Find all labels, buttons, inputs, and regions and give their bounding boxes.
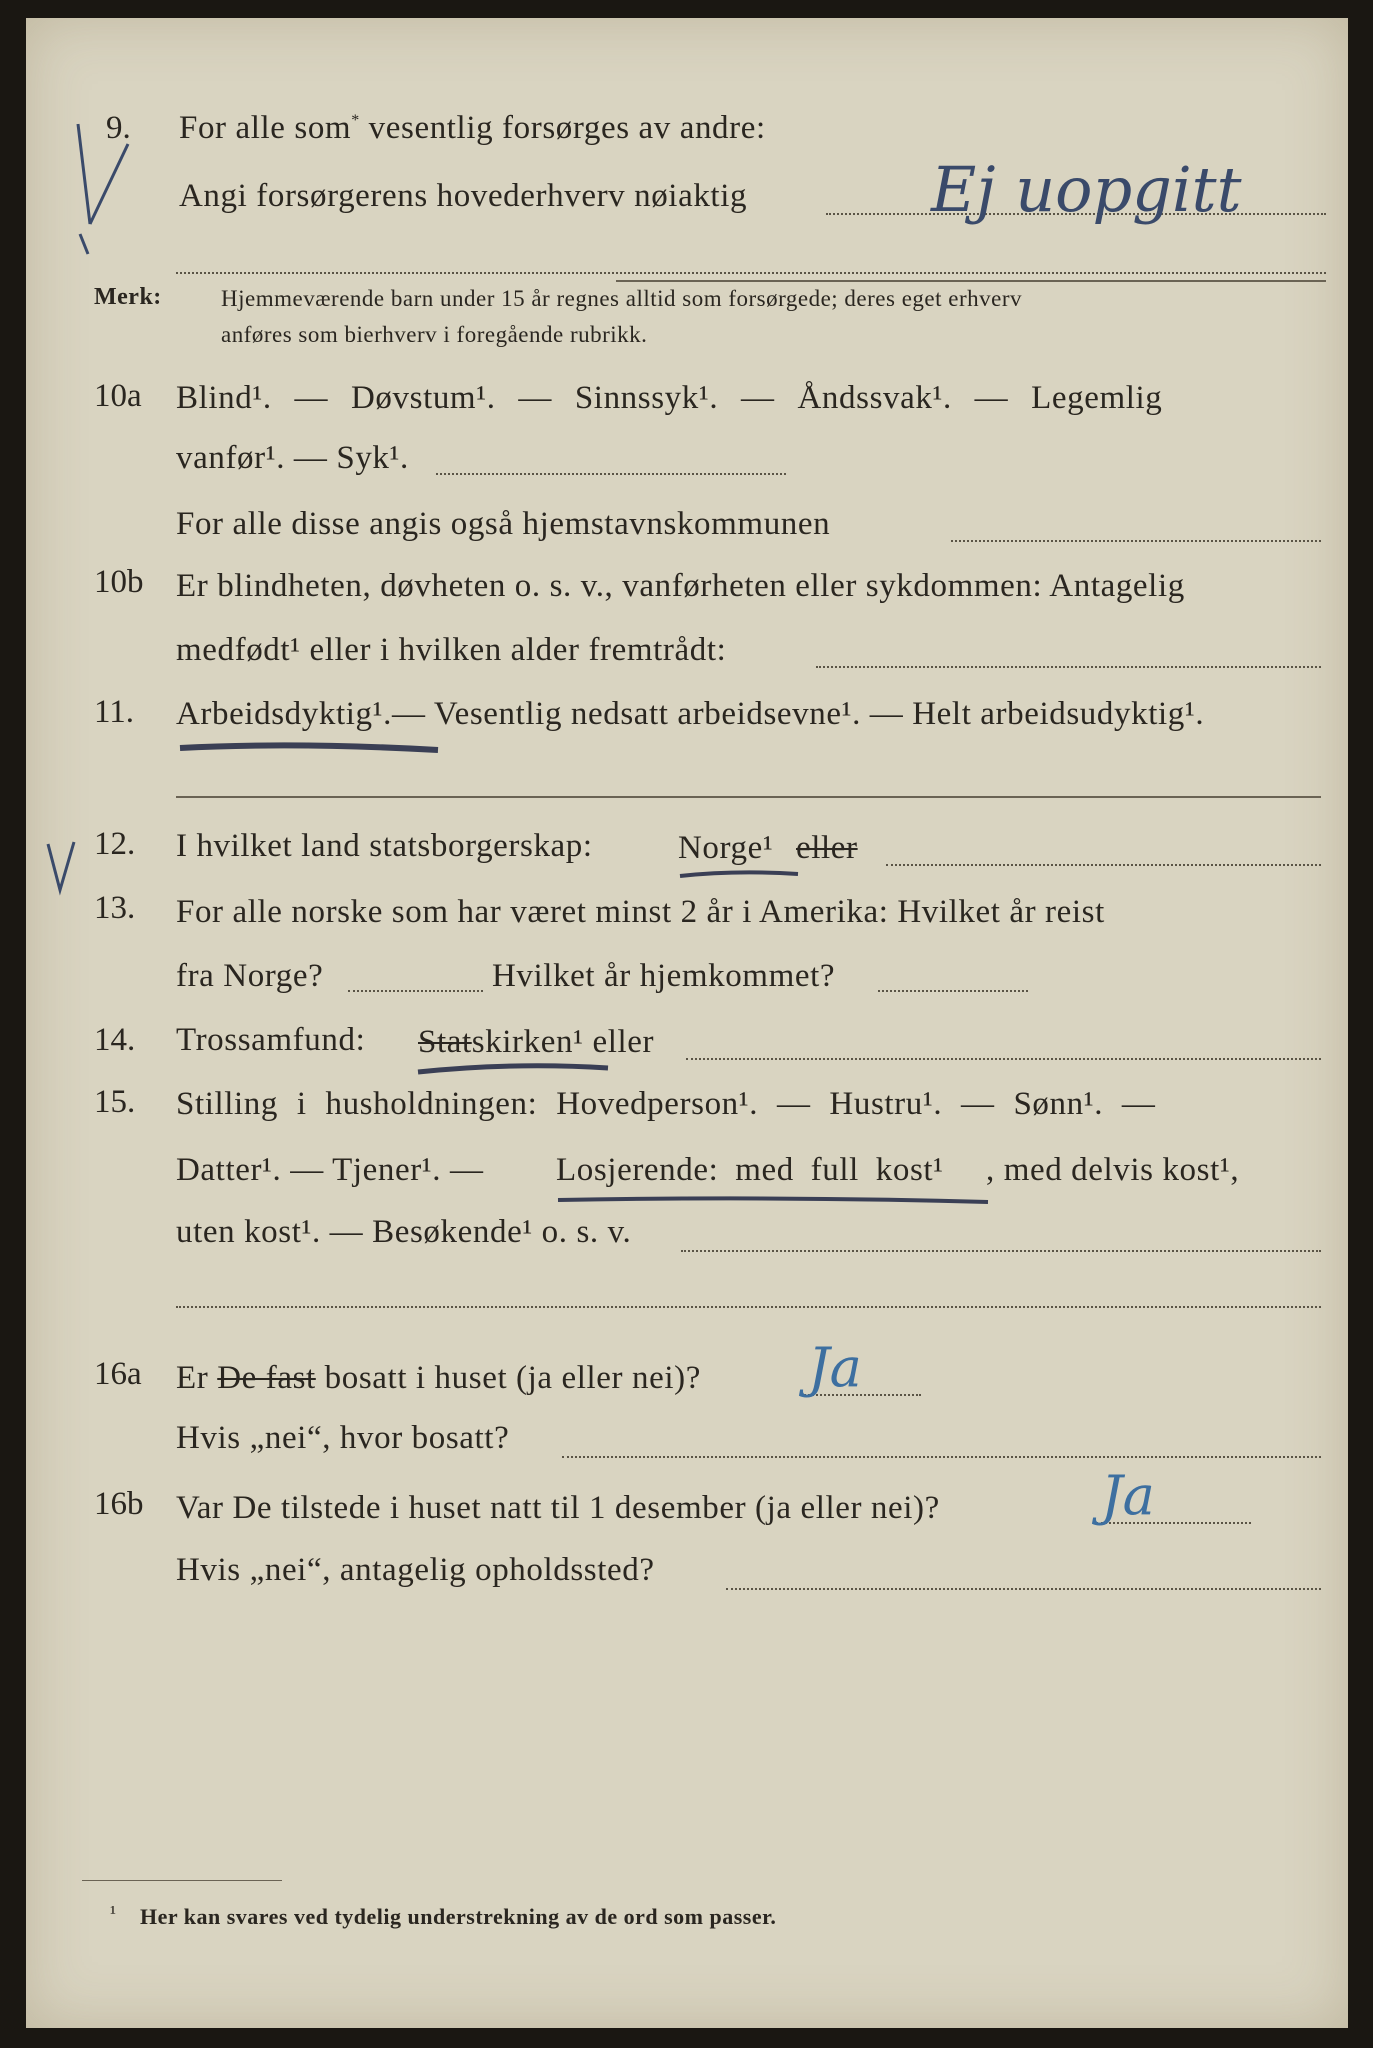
q15-line2c: , med delvis kost¹, (986, 1152, 1240, 1188)
q10b-line2: medfødt¹ eller i hvilken alder fremtrådt: (176, 632, 727, 668)
q12-answer-line (886, 864, 1321, 866)
q16b-opholdssted-line (726, 1588, 1321, 1590)
q16a-line1: Er De fast bosatt i huset (ja eller nei)? (176, 1360, 701, 1396)
q14-pencil-underline (414, 1062, 614, 1078)
q13-reist-line (348, 990, 483, 992)
q13-line2a: fra Norge? (176, 958, 324, 994)
q14-number: 14. (94, 1022, 136, 1058)
q9-line2: Angi forsørgerens hovederhverv nøiaktig (179, 178, 748, 214)
q13-hjemkommet-line (878, 990, 1028, 992)
q16b-line1: Var De tilstede i huset natt til 1 desember (ja eller nei)? (176, 1490, 940, 1526)
q16a-number: 16a (94, 1356, 142, 1392)
q13-number: 13. (94, 890, 136, 926)
q9-divider (616, 280, 1326, 282)
q10a-syk-line (436, 473, 786, 475)
q10a-line1: Blind¹. — Døvstum¹. — Sinnssyk¹. — Åndssvak¹. — Legemlig (176, 380, 1163, 416)
q16a-handwritten-answer: Ja (808, 1336, 862, 1399)
q10a-hjemstavn-line (951, 540, 1321, 542)
q10b-line1: Er blindheten, døvheten o. s. v., vanførheten eller sykdommen: Antagelig (176, 568, 1185, 604)
q10a-line2: vanfør¹. — Syk¹. (176, 440, 409, 476)
q12-pencil-underline (676, 868, 806, 882)
q10b-alder-line (816, 666, 1321, 668)
q12-norge-option: Norge¹ (678, 830, 774, 866)
q11-pencil-underline (176, 738, 446, 758)
q15-answer-line (681, 1250, 1321, 1252)
pencil-tick-mark-icon (44, 838, 84, 898)
q15-losjerende-option: Losjerende: med full kost¹ (556, 1152, 944, 1188)
footnote-mark: ¹ (110, 1902, 117, 1924)
q12-eller-struck: eller (796, 830, 858, 866)
q14-answer-line (686, 1058, 1321, 1060)
q11-number: 11. (94, 694, 135, 730)
q14-statskirken-option: Statskirken¹ eller (418, 1024, 655, 1060)
q12-label: I hvilket land statsborgerskap: (176, 828, 593, 864)
q16b-line2: Hvis „nei“, antagelig opholdssted? (176, 1552, 655, 1588)
q9-number: 9. (106, 110, 131, 146)
footnote-divider (82, 1880, 282, 1881)
q9-line1: For alle som* vesentlig forsørges av andre: (179, 110, 766, 146)
q15-pencil-underline (554, 1194, 994, 1208)
q15-line1: Stilling i husholdningen: Hovedperson¹. — Hustru¹. — Sønn¹. — (176, 1086, 1156, 1122)
q15-line2a: Datter¹. — Tjener¹. — (176, 1152, 484, 1188)
census-form-page (26, 18, 1348, 2028)
q13-line1: For alle norske som har været minst 2 år i Amerika: Hvilket år reist (176, 894, 1105, 930)
q10a-line3: For alle disse angis også hjemstavnskommunen (176, 506, 831, 542)
q14-label: Trossamfund: (176, 1022, 366, 1058)
q10a-number: 10a (94, 378, 142, 414)
q11-line: Arbeidsdyktig¹.— Vesentlig nedsatt arbeidsevne¹. — Helt arbeidsudyktig¹. (176, 696, 1205, 732)
q15-number: 15. (94, 1084, 136, 1120)
footnote-text: Her kan svares ved tydelig understrekning av de ord som passer. (140, 1904, 777, 1929)
merk-label: Merk: (94, 284, 162, 310)
q10b-number: 10b (94, 564, 144, 600)
q11-divider (176, 796, 1321, 798)
q11-arbeidsdyktig: Arbeidsdyktig¹. (176, 696, 392, 732)
q9-handwritten-answer: Ej uopgitt (931, 153, 1242, 226)
q15-line3: uten kost¹. — Besøkende¹ o. s. v. (176, 1214, 632, 1250)
q12-number: 12. (94, 826, 136, 862)
q16b-handwritten-answer: Ja (1101, 1464, 1155, 1527)
merk-line2: anføres som bierhverv i foregående rubrikk. (221, 322, 648, 347)
q13-line2b: Hvilket år hjemkommet? (492, 958, 836, 994)
q16a-bosatt-line (562, 1456, 1321, 1458)
q9-answer-line-2 (176, 272, 1326, 274)
q16a-line2: Hvis „nei“, hvor bosatt? (176, 1420, 510, 1456)
merk-line1: Hjemmeværende barn under 15 år regnes alltid som forsørgede; deres eget erhverv (221, 286, 1022, 311)
q15-answer-line-2 (176, 1306, 1321, 1308)
q16b-number: 16b (94, 1486, 144, 1522)
